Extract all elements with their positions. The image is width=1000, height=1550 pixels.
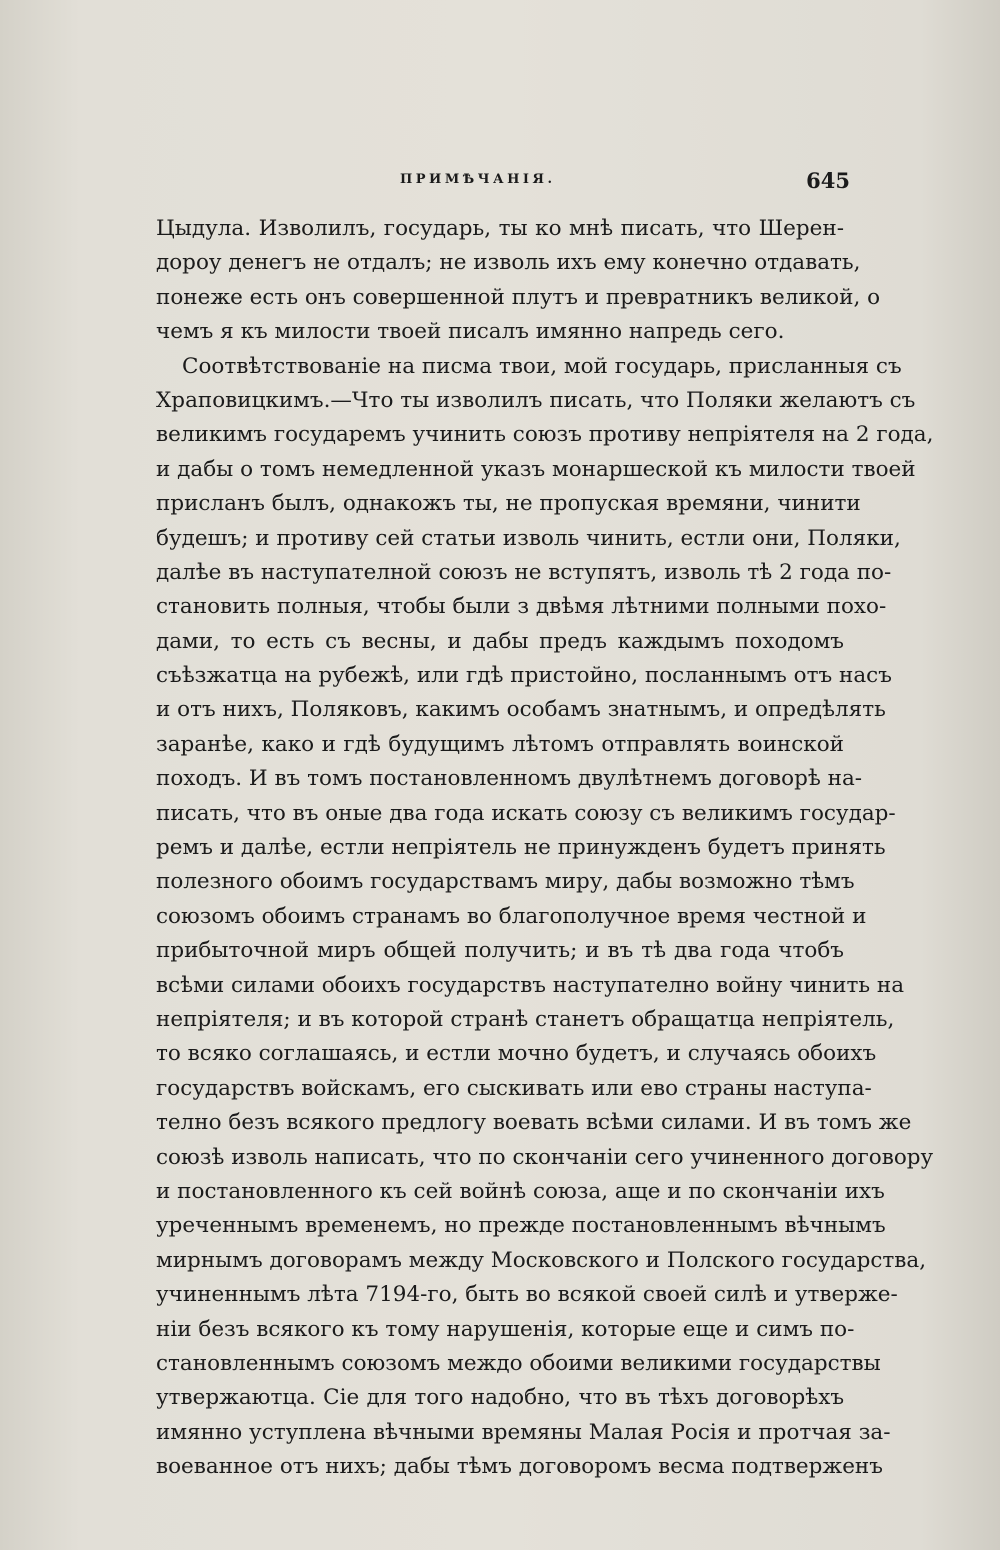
text-line: дами, то есть съ весны, и дабы предъ каждымъ походомъ: [156, 628, 844, 654]
text-line: прибыточной миръ общей получить; и въ тѣ два года чтобъ: [156, 938, 844, 964]
text-line: Соотвѣтствованіе на писма твои, мой государь, присланныя съ: [182, 353, 902, 379]
text-line: и постановленного къ сей войнѣ союза, аще и по скончаніи ихъ: [156, 1178, 885, 1204]
text-line: будешъ; и противу сей статьи изволь чинить, естли они, Поляки,: [156, 525, 901, 551]
text-line: чемъ я къ милости твоей писалъ имянно напредь сего.: [156, 319, 785, 345]
text-line: утвержаютца. Сіе для того надобно, что въ тѣхъ договорѣхъ: [156, 1385, 844, 1411]
text-line: всѣми силами обоихъ государствъ наступателно войну чинить на: [156, 972, 905, 998]
text-line: союзѣ изволь написать, что по скончаніи сего учиненного договору: [156, 1144, 934, 1170]
text-line: ніи безъ всякого къ тому нарушенія, которые еще и симъ по-: [156, 1316, 855, 1342]
text-line: присланъ былъ, однакожъ ты, не пропуская времяни, чинити: [156, 491, 861, 517]
text-line: воеванное отъ нихъ; дабы тѣмъ договоромъ весма подтверженъ: [156, 1454, 883, 1480]
text-line: ремъ и далѣе, естли непріятель не принужденъ будетъ принять: [156, 835, 886, 861]
text-line: союзомъ обоимъ странамъ во благополучное время честной и: [156, 903, 867, 929]
text-line: полезного обоимъ государствамъ миру, дабы возможно тѣмъ: [156, 869, 855, 895]
text-line: Цыдула. Изволилъ, государь, ты ко мнѣ писать, что Шерен-: [156, 216, 844, 241]
text-line: становить полныя, чтобы были з двѣмя лѣтними полными похо-: [156, 594, 887, 620]
text-line: уреченнымъ временемъ, но прежде постановленнымъ вѣчнымъ: [156, 1213, 886, 1239]
text-line: мирнымъ договорамъ между Московского и Полского государства,: [156, 1247, 927, 1273]
text-line: государствъ войскамъ, его сыскивать или ево страны наступа-: [156, 1075, 872, 1101]
text-line: Храповицкимъ.—Что ты изволилъ писать, что Поляки желаютъ съ: [156, 387, 916, 413]
text-line: далѣе въ наступателной союзъ не вступятъ, изволь тѣ 2 года по-: [156, 559, 892, 585]
running-head: ПРИМѢЧАНІЯ.: [400, 172, 556, 187]
text-line: великимъ государемъ учинить союзъ противу непріятеля на 2 года,: [156, 422, 934, 448]
text-line: то всяко соглашаясь, и естли мочно будетъ, и случаясь обоихъ: [156, 1041, 877, 1067]
text-line: телно безъ всякого предлогу воевать всѣми силами. И въ томъ же: [156, 1110, 912, 1136]
text-line: имянно уступлена вѣчными времяны Малая Росія и протчая за-: [156, 1419, 891, 1445]
text-line: понеже есть онъ совершенной плутъ и превратникъ великой, о: [156, 284, 881, 310]
text-line: непріятеля; и въ которой странѣ станетъ обращатца непріятель,: [156, 1006, 895, 1032]
text-line: походъ. И въ томъ постановленномъ двулѣтнемъ договорѣ на-: [156, 766, 863, 792]
text-line: становленнымъ союзомъ междо обоими великими государствы: [156, 1350, 881, 1376]
text-line: учиненнымъ лѣта 7194-го, быть во всякой своей силѣ и утверже-: [156, 1282, 898, 1308]
text-line: дороу денегъ не отдалъ; не изволь ихъ ему конечно отдавать,: [156, 250, 861, 276]
text-line: и отъ нихъ, Поляковъ, какимъ особамъ знатнымъ, и опредѣлять: [156, 697, 886, 723]
text-line: писать, что въ оные два года искать союзу съ великимъ государ-: [156, 800, 896, 826]
text-line: и дабы о томъ немедленной указъ монаршеской къ милости твоей: [156, 456, 916, 482]
text-line: заранѣе, како и гдѣ будущимъ лѣтомъ отправлять воинской: [156, 731, 844, 757]
text-line: съѣзжатца на рубежѣ, или гдѣ пристойно, посланнымъ отъ насъ: [156, 663, 892, 689]
page-number: 645: [806, 168, 850, 193]
page-header: [150, 168, 850, 198]
body-text: [156, 212, 934, 1484]
